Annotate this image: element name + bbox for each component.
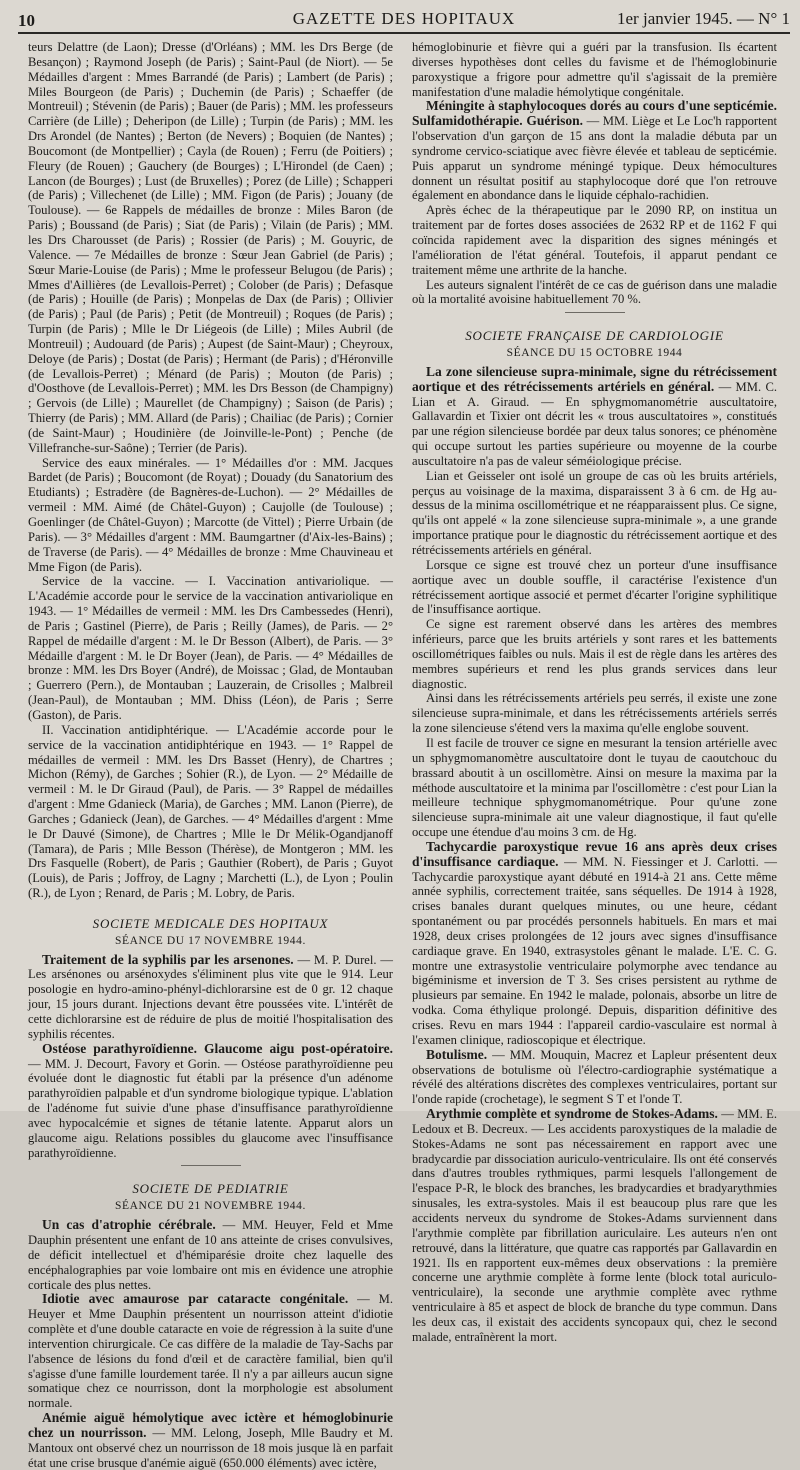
section-title-pediatrie: SOCIETE DE PEDIATRIE — [132, 1181, 289, 1197]
article-body: — MM. Lelong, Joseph, Mlle Baudry et M. Mantoux ont observé chez un nourrisson de 18 mois jusque là en parfait état une crise brusque d'anémie aiguë (650.000 éléments) avec ictère, — [28, 1425, 393, 1470]
session-date-1: SÉANCE DU 17 NOVEMBRE 1944. — [115, 934, 306, 947]
article-heading: Traitement de la syphilis par les arsenones. — [42, 951, 294, 967]
article-meningite — [412, 99, 777, 203]
article-body: — M. Heuyer et Mme Dauphin présentent un nourrisson atteint d'idiotie complète et d'une double cataracte en voie de régression à la suite d'une intervention chirurgicale. Ce cas diffère de la maladie de Tay-Sachs par l'absence de lésions du fond d'œil et de caractère familial, bien qu'il s'agisse d'une famille lourdement tarée. Il n'y a par ailleurs aucun signe somatique chez ce nourrisson, dont la morphologie est absolument normale. — [28, 1292, 393, 1411]
session-date-3: SÉANCE DU 15 OCTOBRE 1944 — [506, 347, 683, 360]
awards-paragraph: teurs Delattre (de Laon); Dresse (d'Orléans) ; MM. les Drs Berge (de Besançon) ; Raymond Joseph (de Paris) ; Saint-Paul (de Niort). — 5e Médailles d'argent : Mmes Barrandé (de Paris) ; Lambert (de Paris) ; Miles Bourgeon (de Paris) ; Duchemin (de Paris) ; Schaeffer (de Montreuil) ; Stévenin (de Paris) ; Bauer (de Paris) ; MM. les professeurs Carrière (de Lille) ; Deheripon (de Lille) ; Turpin (de Paris) ; MM. les Drs Arondel (de Nantes) ; Berton (de Nevers) ; Boquien (de Nantes) ; Boucomont (de Montpellier) ; Cayla (de Rouen) ; Ferru (de Poitiers) ; Fleury (de Rouen) ; Gauchery (de Bourges) ; L'Hirondel (de Caen) ; Lancon (de Bourges) ; Lust (de Bruxelles) ; Porez (de Lille) ; Schapperi (de Paris) ; Villechenet (de Lille) ; MM. Figon (de Paris) ; Jouany (de Toulouse). — 6e Rappels de médailles de bronze : Miles Baron (de Paris) ; Boussand (de Paris) ; Siat (de Paris) ; Vilain (de Paris) ; MM. les Drs Charousset (de Paris) ; Rossier (de Paris) ; M. Gouyric, de Valence. — 7e Médailles de bronze : Sœur Jean Gabriel (de Paris) ; Sœur Marie-Louise (de Paris) ; Mme le professeur Belugou (de Paris) ; Mmes d'Aillières (de Levallois-Perret) ; Colober (de Paris) ; Defasque (de Paris) ; Houille (de Paris) ; Monpelas de Dax (de Paris) ; Ollivier (de Paris) ; Paul (de Paris) ; Petit (de Montreuil) ; Roques (de Paris) ; Turpin (de Paris) ; Mlle le Dr Liégeois (de Lille) ; Miles Aubril (de Montreuil) ; Audouard (de Paris) ; Aupest (de Saint-Maur) ; Cheyroux, Deloye (de Paris) ; Dostat (de Paris) ; Hermant (de Paris) ; d'Héronville (de Levallois-Perret) ; Ménard (de Paris) ; Mouton (de Paris) ; d'Oosthove (de Levallois-Perret) ; MM. les Drs Besson (de Champigny) ; Gervois (de Lille) ; Maurellet (de Champigny) ; Saison (de Paris) ; Thierry (de Paris) ; MM. Allard (de Paris) ; Chailiac (de Paris) ; Cornier (de Saint-Maur) ; Houdinière (de Joinville-le-Pont) ; Penche (de Villefranche-sur-Saône) ; Terrier (de Paris). — [28, 40, 393, 455]
divider — [565, 312, 625, 313]
diphtheria-vaccine-paragraph: II. Vaccination antidiphtérique. — L'Académie accorde pour le service de la vaccination antidiphtérique en 1943. — 1° Rappel de médailles de vermeil : MM. les Drs Basset (Henry), de Chartres ; Michon (Rémy), de Garches ; Sohier (R.), de Lyon. — 2° Médaille de vermeil : M. le Dr Giraud (Paul), de Paris. — 3° Rappel de médailles d'argent : Mme Gdanieck (Maria), de Garches ; MM. Lanon (Pierre), de Garches ; Gdanieck (Jean), de Garches. — 4° Médailles d'argent : Mme le Dr Dauvé (Simone), de Chartres ; Mlle le Dr Mélik-Ogandjanoff (Tamara), de Paris ; Mlle Besson (Thérèse), de Montgeron ; MM. les Drs Fasquelle (Robert), de Paris ; Gauthier (Robert), de Paris ; Guyot (Louis), de Paris ; Joffroy, de Lagny ; Marchetti (L.), de Lyon ; Poulin (R.), de Lyon ; Renard, de Paris ; M. Lobry, de Paris. — [28, 722, 393, 901]
section-title-cardiologie: SOCIETE FRANÇAISE DE CARDIOLOGIE — [465, 328, 724, 344]
article-paragraph: Après échec de la thérapeutique par le 2090 RP, on institua un traitement par de fortes doses associées de 2632 RP et de 1162 F qui coïncida rapidement avec la disparition des signes méningés et l'amélioration de l'état général. Toutefois, il apparut pendant ce traitement même une arthrite de la hanche. — [412, 203, 777, 277]
article-heading: Tachycardie paroxystique revue 16 ans après deux crises d'insuffisance cardiaque. — [412, 838, 777, 869]
page-title: GAZETTE DES HOPITAUX — [292, 9, 516, 28]
article-botulisme — [412, 1048, 777, 1107]
article-paragraph: Ce signe est rarement observé dans les artères des membres inférieurs, parce que les bruits artériels y sont rares et les battements oscillométriques faibles ou nuls. Mais il est de règle dans les artères des membres supérieurs et rend les plus grands services dans leur diagnostic. — [412, 617, 777, 691]
article-body: — MM. J. Decourt, Favory et Gorin. — Ostéose parathyroïdienne peu évoluée dont le diagnostic fut établi par la présence d'un adénome parathyroïdien palpable et d'un syndrome biologique typique. L'ablation de l'adénome fut suivie d'une phase d'insuffisance parathyroïdienne avec hypocalcémie et signes de tétanie latente. Apparut alors un glaucome aigu. Relations possibles du glaucome avec l'insuffisance parathyroïdienne. — [28, 1056, 393, 1160]
article-syphilis — [28, 953, 393, 1042]
article-heading: Un cas d'atrophie cérébrale. — [42, 1217, 216, 1233]
issue-date: 1er janvier 1945. — N° 1 — [617, 9, 790, 28]
article-body: — MM. C. Lian et A. Giraud. — En sphygmomanométrie auscultatoire, Gallavardin et Tixier ont décrit les « trous auscultatoires », constitués par une région silencieuse bordée par deux talus sonores; ce phénomène qui occupe surtout les parties supérieure ou moyenne de la courbe auscultatoire n'a pas de valeur séméiologique précise. — [412, 379, 777, 468]
page-number: 10 — [18, 11, 35, 30]
article-heading: La zone silencieuse supra-minimale, signe du rétrécissement aortique et des rétrécissements artériels en général. — [412, 363, 777, 394]
article-heading: Idiotie avec amaurose par cataracte congénitale. — [42, 1291, 349, 1307]
article-idiotie — [28, 1292, 393, 1411]
article-heading: Anémie aiguë hémolytique avec ictère et hémoglobinurie chez un nourrisson. — [28, 1410, 393, 1440]
section-title-societe-medicale: SOCIETE MEDICALE DES HOPITAUX — [92, 915, 329, 931]
article-body: — MM. Heuyer, Feld et Mme Dauphin présentent une enfant de 10 ans atteinte de crises convulsives, de déficit intellectuel et d'hémiparésie droite chez laquelle des encéphalographies par voie lombaire ont mis en évidence une atrophie corticale des plus nettes. — [28, 1218, 393, 1292]
article-heading: Méningite à staphylocoques dorés au cours d'une septicémie. Sulfamidothérapie. Guérison. — [412, 98, 777, 129]
article-zone-silencieuse — [412, 365, 777, 469]
article-body: — M. P. Durel. — Les arsénones ou arsénoxydes s'éliminent plus vite que le 914. Leur posologie en hydro-amino-phényl-dichlorarsine est de 0 gr. 12 chaque jour, 15 jours durant. Injections devant être poussées vite. L'intérêt de cette dichlorarsine est de réduire de plus de moitié l'hospitalisation des syphilis récentes. — [28, 952, 393, 1041]
mineral-waters-paragraph: Service des eaux minérales. — 1° Médailles d'or : MM. Jacques Bardet (de Paris) ; Boucomont (de Royat) ; Douady (du Sanatorium des Etudiants) ; Estradère (de Bagnères-de-Luchon). — 2° Médailles de vermeil : MM. Aimé (de Châtel-Guyon) ; Caujolle (de Toulouse) ; Goenlinger (de Châtel-Guyon) ; Marcotte (de Vittel) ; Pierre Urbain (de Paris). — 3° Médailles d'argent : MM. Baumgartner (d'Aix-les-Bains) ; de Traverse (de Paris). — 4° Médailles de bronze : Mme Chauvineau et Mme Figon (de Paris). — [28, 455, 393, 574]
article-paragraph: Lorsque ce signe est trouvé chez un porteur d'une insuffisance aortique avec un double souffle, il caractérise l'existence d'un rétrécissement aortique associé et permet d'écarter l'origine syphilitique de l'insuffisance aortique. — [412, 557, 777, 617]
article-paragraph: Lian et Geisseler ont isolé un groupe de cas où les bruits artériels, perçus au voisinage de la maxima, disparaissent 3 à 6 cm. de Hg au-dessus de la minima oscillométrique et ne réapparaissent plus. Ce signe, qu'ils ont appelé « la zone silencieuse supra-minimale », a une grande importance pratique pour le diagnostic du rétrécissement aortique et des rétrécissements artériels en général. — [412, 468, 777, 557]
article-paragraph: Il est facile de trouver ce signe en mesurant la tension artérielle avec un sphygmomanomètre auscultatoire dont le tuyau de caoutchouc du brassard aboutit à un oscillomètre. Ainsi on mesure la maxima par la méthode auscultatoire et la minima par l'oscillomètre : c'est pour Lian la meilleure technique sphygmomanométrique. Pour qu'une zone silencieuse supra-minimale ait une valeur diagnostique, il faut qu'elle occupe une étendue d'au moins 3 cm. de Hg. — [412, 735, 777, 840]
article-heading: Botulisme. — [426, 1046, 488, 1062]
article-body: — MM. E. Ledoux et B. Decreux. — Les accidents paroxystiques de la maladie de Stokes-Adams ne sont pas nécessairement en rapport avec une bradycardie par dissociation auriculo-ventriculaire. Ils ont été conservés dans d'autres troubles rythmiques, parmi lesquels l'allongement de l'espace P-R, le block des branches, les bradycardies et bradyarythmies sinusales, les extra-systoles. Mais il est beaucoup plus rare que les accidents nerveux du syndrome de Stokes-Adams surviennent dans l'arythmie complète par fibrillation auriculaire. Les auteurs n'en ont retrouvé, dans la littérature, que quatre cas rapportés par Gallavardin en 1921. Ils en rapportent eux-mêmes deux observations : la première concerne une arythmie complète à forme lente (block total auriculo-ventriculaire), la seconde une arythmie complète avec rythme ventriculaire à 85 et aspect de block de branche du type commun. Dans les deux cas, il existait des accidents syncopaux qui, chez le second malade, entraînèrent la mort. — [412, 1107, 777, 1344]
article-body: — MM. Liège et Le Loc'h rapportent l'observation d'un garçon de 15 ans dont la maladie débuta par un syndrome cervico-sciatique avec fièvre élevée et tableau de septicémie. Puis apparut un syndrome méningé typique. Deux hémocultures donnent un résultat positif au staphylocoque doré que l'on retrouve également en abondance dans le liquide céphalo-rachidien. — [412, 114, 777, 203]
divider — [181, 1165, 241, 1166]
article-anemie-continued: hémoglobinurie et fièvre qui a guéri par la transfusion. Ils écartent diverses hypothèses dont celles du favisme et de l'hémoglobinurie paroxystique a frigore pour admettre qu'il s'agissait de la première manifestation d'une maladie hémolytique congénitale. — [412, 40, 777, 99]
left-column — [28, 40, 393, 1470]
session-date-2: SÉANCE DU 21 NOVEMBRE 1944. — [115, 1200, 306, 1213]
article-osteose — [28, 1042, 393, 1161]
article-paragraph: Ainsi dans les rétrécissements artériels peu serrés, il existe une zone silencieuse supra-minimale, et dans les rétrécissements artériels serrés la zone silencieuse s'étend vers la maxima qu'elle englobe souvent. — [412, 691, 777, 736]
article-body: — MM. N. Fiessinger et J. Carlotti. — Tachycardie paroxystique ayant débuté en 1914-à 21 ans. Cette même année syphilis, correctement traitée, sans séquelles. De 1914 à 1928, crises banales durant quelques minutes, ou une heure, cédant spontanément ou par procédés personnels habituels. En mars et mai 1928, deux crises prolongées de 12 jours avec signes d'insuffisance cardiaque grave. En 1940, extrasystoles gênant le malade. L'E. C. G. montre une extrasystolie ventriculaire polymorphe avec tendance au bigéminisme et inversion de T 3. Ses crises persistent au rythme de plusieurs par semaine. En 1942 le malade, polonais, absorbe un litre de vodka. Coma éthylique prolongé. Depuis, disparition définitive des crises. Revu en mars 1944 : l'appareil cardio-vasculaire est normal à l'examen clinique, radioscopique et électrique. — [412, 854, 777, 1047]
article-arythmie — [412, 1107, 777, 1345]
right-column — [412, 40, 777, 1344]
article-atrophie — [28, 1218, 393, 1292]
vaccine-paragraph: Service de la vaccine. — I. Vaccination antivariolique. — L'Académie accorde pour le service de la vaccination antivariolique en 1943. — 1° Médailles de vermeil : MM. les Drs Cambessedes (Henri), de Paris ; Gastinel (Pierre), de Paris ; Reilly (James), de Paris. — 2° Rappel de médaille d'argent : M. le Dr Besson (Albert), de Paris. — 3° Médaille d'argent : M. le Dr Boyer (Jean), de Paris. — 4° Médailles de bronze : MM. les Drs Boyer (André), de Moissac ; Glad, de Montauban ; Guerrero (Pern.), de Montauban ; Lauzerain, de Crisolles ; Malbreil (Jean-Paul), de Montauban ; MM. Dhiss (Léon), de Paris ; Serre (Gaston), de Paris. — [28, 574, 393, 722]
page-header — [18, 6, 790, 34]
article-heading: Ostéose parathyroïdienne. Glaucome aigu post-opératoire. — [42, 1040, 393, 1056]
article-body: — MM. Mouquin, Macrez et Lapleur présentent deux observations de botulisme où l'électro-cardiographie systématique a révélé des altérations discrètes des complexes ventriculaires, portant sur l'onde rapide (crochetage), le segment S T et l'onde T. — [412, 1047, 777, 1107]
article-heading: Arythmie complète et syndrome de Stokes-Adams. — [426, 1106, 718, 1122]
article-tachycardie — [412, 840, 777, 1048]
article-paragraph: Les auteurs signalent l'intérêt de ce cas de guérison dans une maladie où la mortalité avoisine habituellement 70 %. — [412, 277, 777, 307]
article-anemie — [28, 1411, 393, 1470]
